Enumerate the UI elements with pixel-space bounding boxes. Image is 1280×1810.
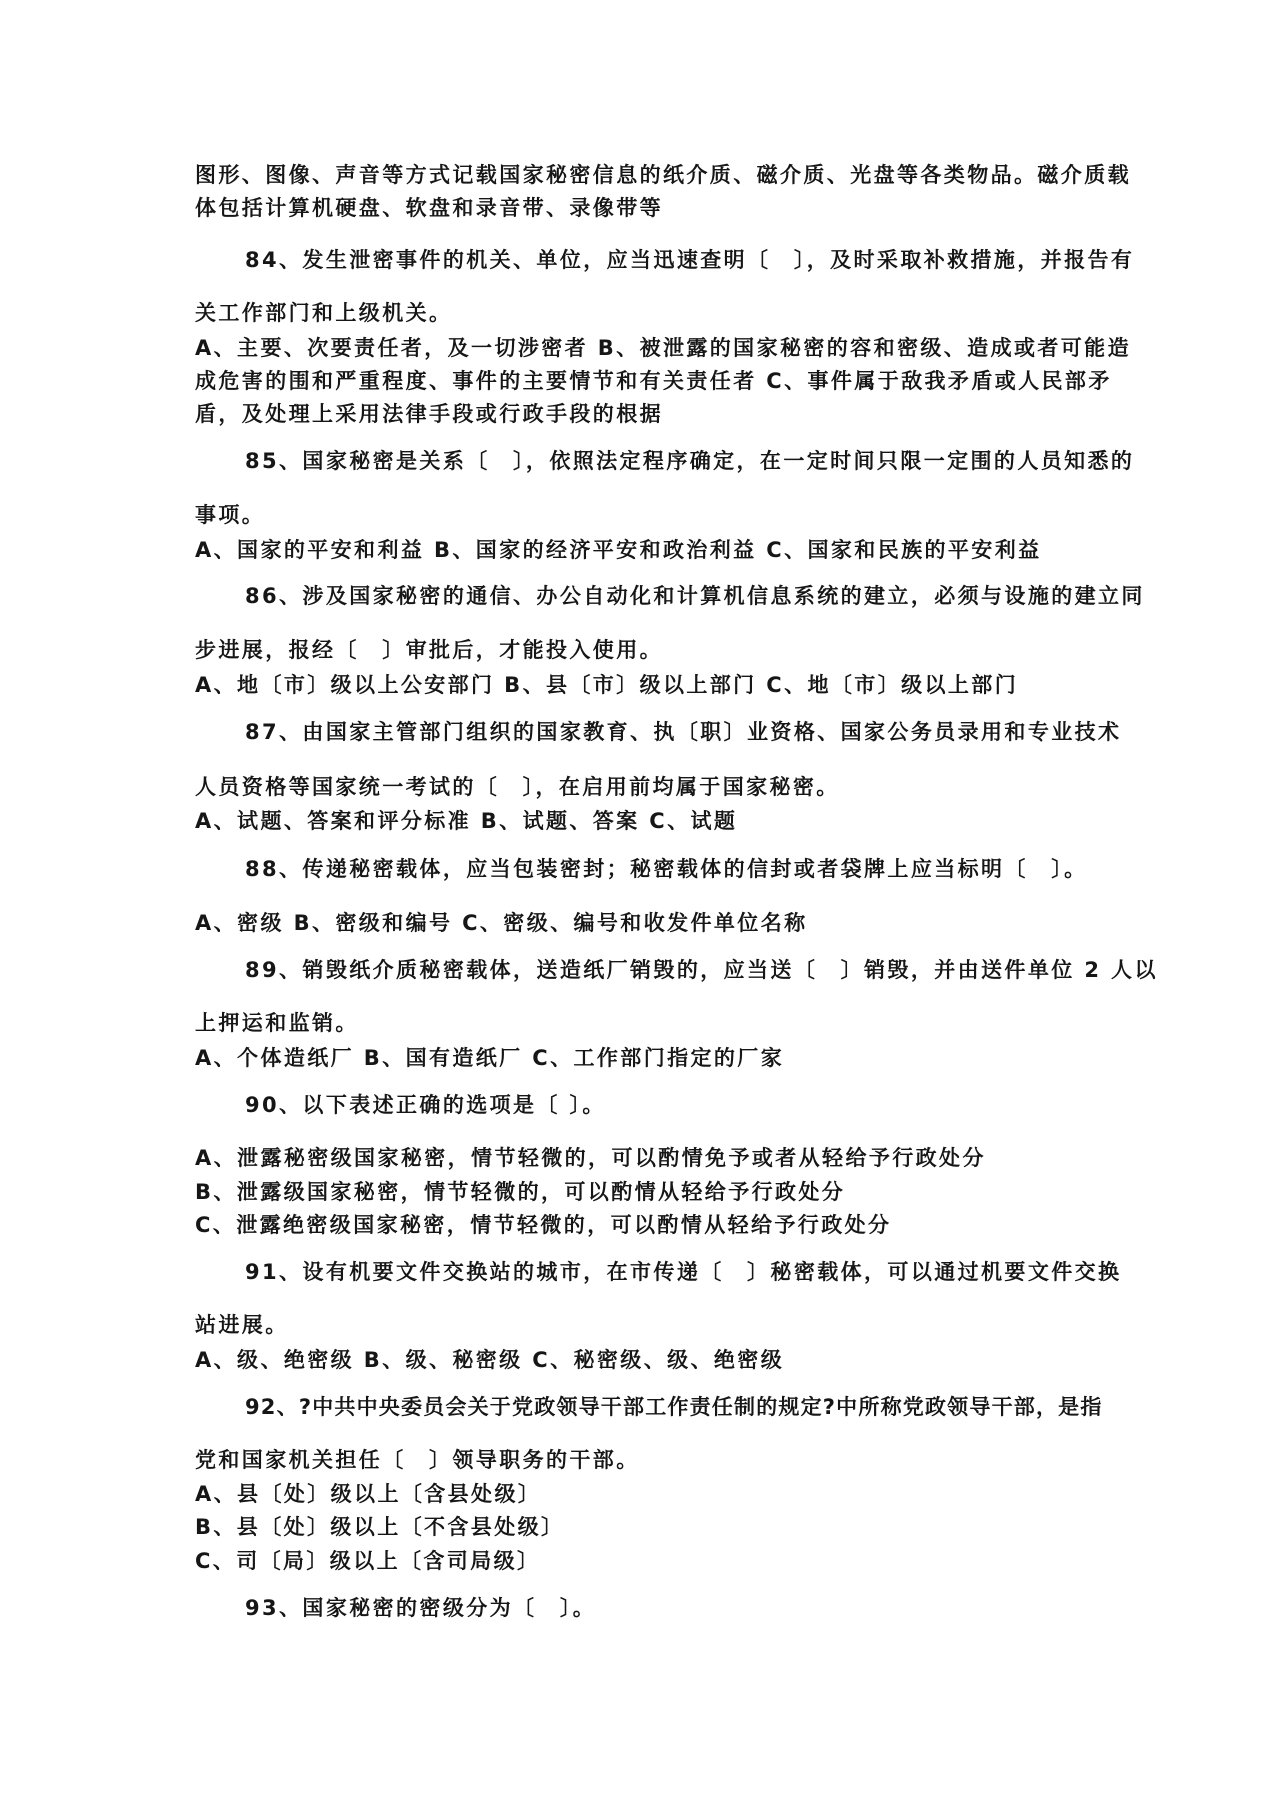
answer-option-c: C、司〔局〕级以上〔含司局级〕 <box>195 1549 541 1573</box>
answer-option-a: A、泄露秘密级国家秘密，情节轻微的，可以酌情免予或者从轻给予行政处分 <box>195 1146 986 1170</box>
answer-options: A、主要、次要责任者，及一切涉密者 B、被泄露的国家秘密的容和密级、造成或者可能造 <box>195 336 1131 360</box>
question-85: 85、国家秘密是关系〔 〕，依照法定程序确定，在一定时间只限一定围的人员知悉的 <box>245 449 1135 473</box>
question-86: 86、涉及国家秘密的通信、办公自动化和计算机信息系统的建立，必须与设施的建立同 <box>245 584 1145 608</box>
question-87: 87、由国家主管部门组织的国家教育、执〔职〕业资格、国家公务员录用和专业技术 <box>245 720 1122 744</box>
question-84: 84、发生泄密事件的机关、单位，应当迅速查明〔 〕，及时采取补救措施，并报告有 <box>245 248 1135 272</box>
question-92: 92、?中共中央委员会关于党政领导干部工作责任制的规定?中所称党政领导干部，是指 <box>245 1395 1103 1419</box>
answer-option-a: A、县〔处〕级以上〔含县处级〕 <box>195 1482 542 1506</box>
text-line: 体包括计算机硬盘、软盘和录音带、录像带等 <box>195 196 663 220</box>
answer-options: 盾，及处理上采用法律手段或行政手段的根据 <box>195 402 663 426</box>
answer-options: A、级、绝密级 B、级、秘密级 C、秘密级、级、绝密级 <box>195 1348 785 1372</box>
text-line: 事项。 <box>195 503 266 527</box>
answer-options: A、国家的平安和利益 B、国家的经济平安和政治利益 C、国家和民族的平安利益 <box>195 538 1042 562</box>
answer-options: A、试题、答案和评分标准 B、试题、答案 C、试题 <box>195 809 738 833</box>
text-line: 关工作部门和上级机关。 <box>195 301 453 325</box>
answer-option-b: B、县〔处〕级以上〔不含县处级〕 <box>195 1515 565 1539</box>
question-91: 91、设有机要文件交换站的城市，在市传递〔 〕秘密载体，可以通过机要文件交换 <box>245 1260 1122 1284</box>
question-93: 93、国家秘密的密级分为〔 〕。 <box>245 1596 597 1620</box>
answer-option-c: C、泄露绝密级国家秘密，情节轻微的，可以酌情从轻给予行政处分 <box>195 1213 892 1237</box>
question-89: 89、销毁纸介质秘密载体，送造纸厂销毁的，应当送〔 〕销毁，并由送件单位 2 人以 <box>245 958 1158 982</box>
answer-options: A、地〔市〕级以上公安部门 B、县〔市〕级以上部门 C、地〔市〕级以上部门 <box>195 673 1019 697</box>
answer-option-b: B、泄露级国家秘密，情节轻微的，可以酌情从轻给予行政处分 <box>195 1180 846 1204</box>
text-line: 上押运和监销。 <box>195 1011 359 1035</box>
text-line: 站进展。 <box>195 1313 289 1337</box>
text-line: 图形、图像、声音等方式记载国家秘密信息的纸介质、磁介质、光盘等各类物品。磁介质载 <box>195 163 1131 187</box>
question-90: 90、以下表述正确的选项是〔 〕。 <box>245 1093 606 1117</box>
question-88: 88、传递秘密载体，应当包装密封；秘密载体的信封或者袋牌上应当标明〔 〕。 <box>245 857 1088 881</box>
answer-options: 成危害的围和严重程度、事件的主要情节和有关责任者 C、事件属于敌我矛盾或人民部矛 <box>195 369 1112 393</box>
text-line: 步进展，报经〔 〕审批后，才能投入使用。 <box>195 638 663 662</box>
answer-options: A、个体造纸厂 B、国有造纸厂 C、工作部门指定的厂家 <box>195 1046 785 1070</box>
answer-options: A、密级 B、密级和编号 C、密级、编号和收发件单位名称 <box>195 911 808 935</box>
text-line: 人员资格等国家统一考试的〔 〕，在启用前均属于国家秘密。 <box>195 775 840 799</box>
text-line: 党和国家机关担任〔 〕领导职务的干部。 <box>195 1448 640 1472</box>
